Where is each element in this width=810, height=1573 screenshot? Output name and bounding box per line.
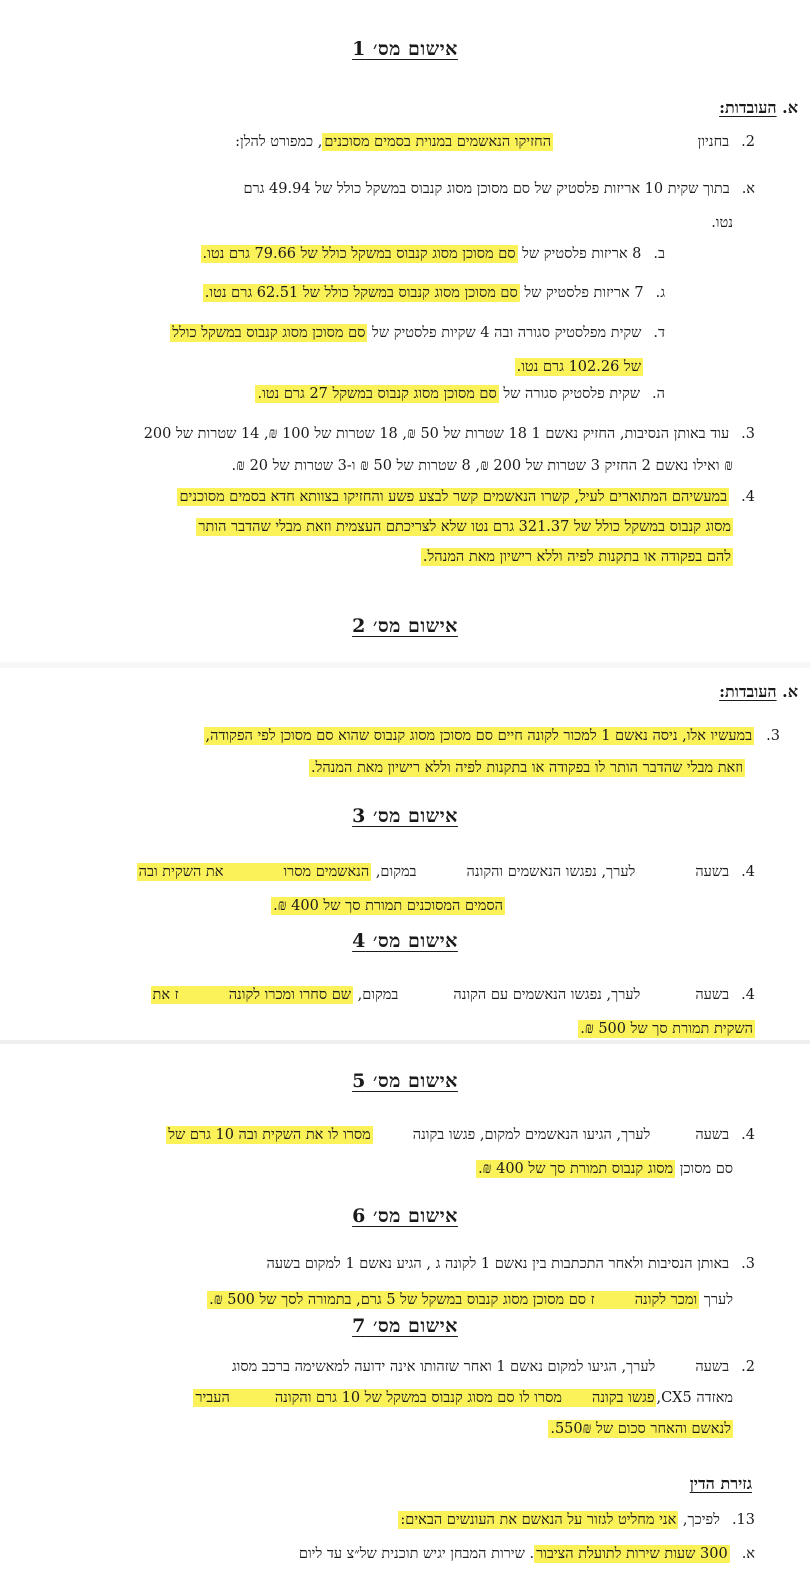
paragraph-number: 3. <box>741 426 755 442</box>
paragraph-text: לפיכך, <box>682 1512 720 1528</box>
item-letter: ב. <box>653 246 665 262</box>
paragraph-number: 2. <box>741 1359 755 1375</box>
highlight: הסמים המסוכנים תמורת סך של 400 ₪. <box>273 898 503 914</box>
verdict-item-a <box>299 1546 755 1563</box>
highlight: לנאשם והאחר סכום של 550₪. <box>550 1421 731 1437</box>
case-6-title: אישום מס׳ 6 <box>352 1205 458 1227</box>
paragraph-text: ₪ ואילו נאשם 2 החזיק 3 שטרות של 200 ₪, 8 שטרות של 50 ₪ ו-3 שטרות של 20 ₪. <box>231 458 733 474</box>
case-1-paragraph-2 <box>235 134 755 151</box>
paragraph-text: בחניון <box>697 134 730 150</box>
scan-divider <box>0 1040 810 1044</box>
highlight: במעשיו אלו, ניסה נאשם 1 למכור לקונה חיים סם מסוכן מסוג קנבוס שהוא סם מסוכן לפי הפקודה, <box>205 728 753 744</box>
paragraph-text: לערך, נפגשו הנאשמים והקונה <box>466 864 636 880</box>
highlight: של 102.26 גרם נטו. <box>516 359 641 375</box>
highlight: להם בפקודה או בתקנות לפיה וללא רישיון מאת המנהל. <box>422 549 731 565</box>
item-letter: א. <box>741 1546 755 1562</box>
paragraph-number: 3. <box>741 1256 755 1272</box>
item-a <box>55 172 755 240</box>
case-4-paragraph <box>55 978 755 1046</box>
highlight: סם מסוכן מסוג קנבוס במשקל 27 גרם נטו. <box>257 386 497 402</box>
item-b <box>201 246 665 263</box>
paragraph-text: לערך, הגיעו למקום נאשם 1 ואחר שזהותו אינה ידועה למאשימה ברכב מסוג <box>231 1359 656 1375</box>
paragraph-text: לערך <box>703 1292 733 1308</box>
paragraph-text: לערך, נפגשו הנאשמים עם הקונה <box>453 987 641 1003</box>
paragraph-text: באותן הנסיבות ולאחר התכתבות בין נאשם 1 לקונה ג , הגיע נאשם 1 למקום בשעה <box>266 1256 730 1272</box>
highlight: שם סחרו ומכרו לקונהז את <box>152 987 352 1003</box>
paragraph-text: . שירות המבחן יגיש תוכנית של״צ עד ליום <box>298 1546 535 1562</box>
case-2-section-heading <box>719 682 798 702</box>
paragraph-text: בשעה <box>695 1127 730 1143</box>
paragraph-text: לערך, הגיעו הנאשמים למקום, פגשו בקונה <box>412 1127 651 1143</box>
section-letter: א. <box>782 98 798 117</box>
case-2-paragraph-3 <box>50 720 780 784</box>
paragraph-number: 3. <box>766 728 780 744</box>
section-title: העובדות: <box>719 98 777 117</box>
section-title: העובדות: <box>719 682 777 701</box>
paragraph-number: 4. <box>741 1127 755 1143</box>
item-text: 7 אריזות פלסטיק של <box>524 285 644 301</box>
case-1-paragraph-3 <box>55 418 755 482</box>
paragraph-text: עוד באותן הנסיבות, החזיק נאשם 1 18 שטרות של 50 ₪, 18 שטרות של 100 ₪, 14 שטרות של 200 <box>143 426 730 442</box>
item-h <box>255 386 665 403</box>
highlight: מסוג קנבוס במשקל כולל של 321.37 גרם נטו שלא לצריכתם העצמית וזאת מבלי שהדבר הותר <box>198 519 731 535</box>
item-text: בתוך שקית 10 אריזות פלסטיק של סם מסוכן מסוג קנבוס במשקל כולל של 49.94 גרם <box>243 181 730 197</box>
highlight: פגשו בקונהמסרו לו סם מסוג קנבוס במשקל של 10 גרם והקונההעביר <box>195 1390 655 1406</box>
highlight: הנאשמים מסרואת השקית ובה <box>138 864 370 880</box>
paragraph-text: סם מסוכן <box>679 1161 733 1177</box>
paragraph-text: בשעה <box>695 987 730 1003</box>
paragraph-number: 4. <box>741 987 755 1003</box>
item-g <box>203 285 665 302</box>
highlight: השקית תמורת סך של 500 ₪. <box>580 1021 753 1037</box>
paragraph-text: בשעה <box>695 1359 730 1375</box>
case-7-title: אישום מס׳ 7 <box>352 1315 458 1337</box>
verdict-paragraph-13 <box>398 1512 755 1529</box>
case-4-title: אישום מס׳ 4 <box>352 930 458 952</box>
case-3-title: אישום מס׳ 3 <box>352 805 458 827</box>
item-text: שקית מפלסטיק סגורה ובה 4 שקיות פלסטיק של <box>372 325 642 341</box>
highlight: אני מחליט לגזור על הנאשם את העונשים הבאים: <box>400 1512 677 1528</box>
highlight: סם מסוכן מסוג קנבוס במשקל כולל <box>172 325 366 341</box>
paragraph-number: 13. <box>731 1512 755 1528</box>
case-7-paragraph <box>55 1352 755 1445</box>
case-3-paragraph <box>55 855 755 923</box>
case-5-paragraph <box>55 1118 755 1186</box>
highlight: החזיקו הנאשמים במנוית בסמים מסוכנים <box>324 134 552 150</box>
section-letter: א. <box>782 682 798 701</box>
highlight: סם מסוכן מסוג קנבוס במשקל כולל של 62.51 גרם נטו. <box>204 285 518 301</box>
item-text: נטו. <box>711 215 733 231</box>
item-letter: ד. <box>653 325 665 341</box>
item-text: 8 אריזות פלסטיק של <box>522 246 642 262</box>
paragraph-text: מאזדה CX5, <box>656 1390 733 1406</box>
case-1-title: אישום מס׳ 1 <box>352 38 458 60</box>
item-d <box>55 316 665 384</box>
case-2-title: אישום מס׳ 2 <box>352 615 458 637</box>
paragraph-text: במקום, <box>375 864 417 880</box>
highlight: במעשיהם המתוארים לעיל, קשרו הנאשמים קשר לבצע פשע והחזיקו בצוותא חדא בסמים מסוכנים <box>179 489 728 505</box>
item-letter: ה. <box>652 386 665 402</box>
case-1-section-heading <box>719 98 798 118</box>
item-letter: ג. <box>655 285 665 301</box>
item-text: שקית פלסטיק סגורה של <box>503 386 641 402</box>
paragraph-text: במקום, <box>357 987 399 1003</box>
case-1-paragraph-4 <box>55 482 755 572</box>
verdict-title: גזירת הדין <box>689 1474 752 1493</box>
highlight: סם מסוכן מסוג קנבוס במשקל כולל של 79.66 גרם נטו. <box>202 246 516 262</box>
case-6-paragraph <box>55 1246 755 1318</box>
highlight: 300 שעות שירות לתועלת הציבור <box>536 1546 728 1562</box>
paragraph-text: , כמפורט להלן: <box>235 134 323 150</box>
verdict-heading <box>690 1474 752 1494</box>
case-5-title: אישום מס׳ 5 <box>352 1070 458 1092</box>
scan-divider <box>0 662 810 668</box>
highlight: ומכר לקונהז סם מסוכן מסוג קנבוס במשקל של 5 גרם, בתמורה לסך של 500 ₪. <box>209 1292 698 1308</box>
paragraph-number: 2. <box>741 134 755 150</box>
item-letter: א. <box>741 181 755 197</box>
highlight: מסוג קנבוס תמורת סך של 400 ₪. <box>478 1161 674 1177</box>
highlight: מסרו לו את השקית ובה 10 גרם של <box>168 1127 371 1143</box>
highlight: וזאת מבלי שהדבר הותר לו בפקודה או בתקנות לפיה וללא רישיון מאת המנהל. <box>310 760 743 776</box>
paragraph-number: 4. <box>741 864 755 880</box>
paragraph-number: 4. <box>741 489 755 505</box>
paragraph-text: בשעה <box>695 864 730 880</box>
